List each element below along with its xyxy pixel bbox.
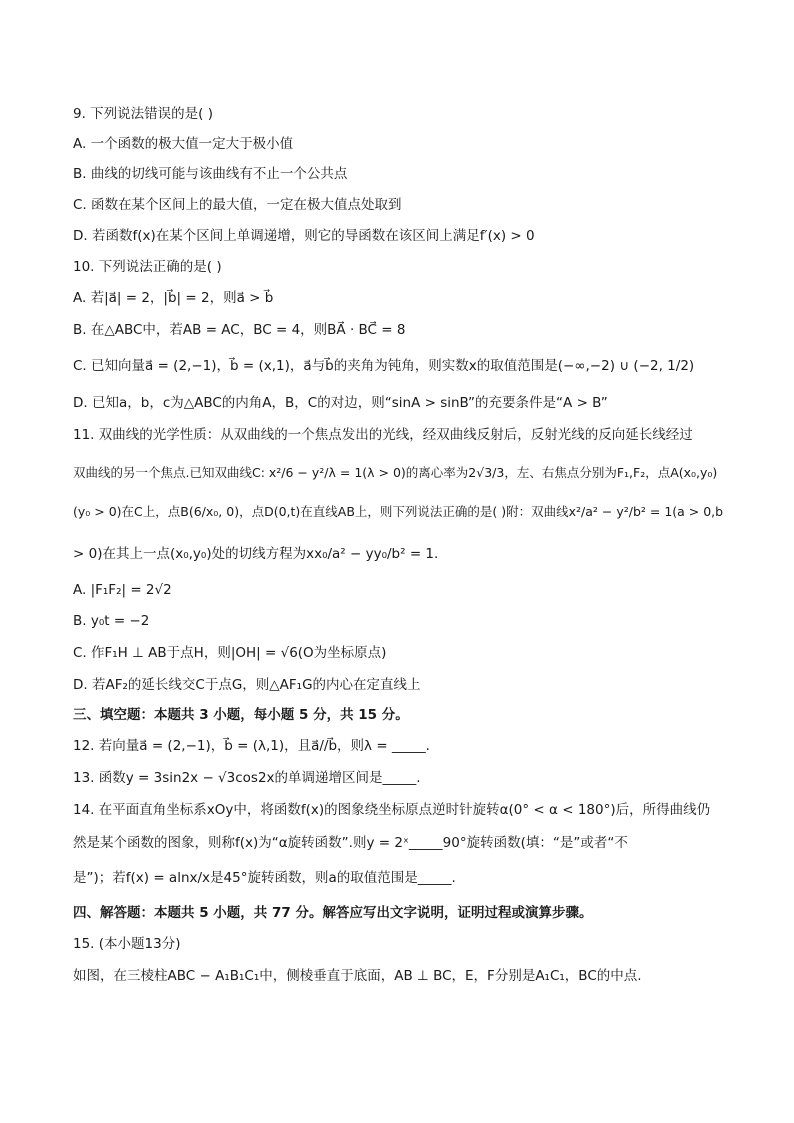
q11-stem-line-2: 双曲线的另一个焦点.已知双曲线C: x²/6 − y²/λ = 1(λ > 0)的离心率为2√3/3，左、右焦点分别为F₁,F₂，点A(x₀,y₀) bbox=[73, 465, 718, 480]
q11-stem-line-3: (y₀ > 0)在C上，点B(6/x₀, 0)，点D(0,t)在直线AB上，则下列说法正确的是( )附：双曲线x²/a² − y²/b² = 1(a > 0,b bbox=[73, 504, 724, 519]
q14-line-2: 然是某个函数的图象，则称f(x)为“α旋转函数”.则y = 2ˣ_____90°旋转函数(填：“是”或者“不 bbox=[73, 835, 628, 851]
q11-option-d: D. 若AF₂的延长线交C于点G，则△AF₁G的内心在定直线上 bbox=[73, 677, 421, 693]
q10-stem: 10. 下列说法正确的是( ) bbox=[73, 259, 222, 275]
q9-option-c: C. 函数在某个区间上的最大值，一定在极大值点处取到 bbox=[73, 197, 402, 213]
q9-option-d: D. 若函数f(x)在某个区间上单调递增，则它的导函数在该区间上满足f′(x) > 0 bbox=[73, 228, 535, 244]
q11-stem-line-4: > 0)在其上一点(x₀,y₀)处的切线方程为xx₀/a² − yy₀/b² = 1. bbox=[73, 546, 439, 562]
q11-option-a: A. |F₁F₂| = 2√2 bbox=[73, 582, 172, 598]
q9-option-b: B. 曲线的切线可能与该曲线有不止一个公共点 bbox=[73, 166, 348, 182]
q9-option-a: A. 一个函数的极大值一定大于极小值 bbox=[73, 136, 294, 152]
q14-line-1: 14. 在平面直角坐标系xOy中，将函数f(x)的图象绕坐标原点逆时针旋转α(0° < α < 180°)后，所得曲线仍 bbox=[73, 802, 711, 818]
q10-option-b: B. 在△ABC中，若AB = AC，BC = 4，则BA⃗ · BC⃗ = 8 bbox=[73, 322, 406, 338]
q10-option-c: C. 已知向量a⃗ = (2,−1)，b⃗ = (x,1)，a⃗与b⃗的夹角为钝角，则实数x的取值范围是(−∞,−2) ∪ (−2, 1/2) bbox=[73, 358, 695, 374]
q11-option-c: C. 作F₁H ⊥ AB于点H，则|OH| = √6(O为坐标原点) bbox=[73, 645, 387, 661]
q10-option-a: A. 若|a⃗| = 2，|b⃗| = 2，则a⃗ > b⃗ bbox=[73, 290, 274, 306]
q15-stem: 如图，在三棱柱ABC − A₁B₁C₁中，侧棱垂直于底面，AB ⊥ BC，E，F分别是A₁C₁，BC的中点. bbox=[73, 968, 642, 984]
section-four-heading: 四、解答题：本题共 5 小题，共 77 分。解答应写出文字说明，证明过程或演算步骤。 bbox=[73, 905, 593, 921]
q12: 12. 若向量a⃗ = (2,−1)，b⃗ = (λ,1)，且a⃗//b⃗，则λ = _____. bbox=[73, 738, 430, 754]
section-three-heading: 三、填空题：本题共 3 小题，每小题 5 分，共 15 分。 bbox=[73, 707, 409, 723]
q9-stem: 9. 下列说法错误的是( ) bbox=[73, 106, 213, 122]
q10-option-d: D. 已知a，b，c为△ABC的内角A，B，C的对边，则“sinA > sinB”的充要条件是“A > B” bbox=[73, 395, 608, 411]
q13: 13. 函数y = 3sin2x − √3cos2x的单调递增区间是_____. bbox=[73, 770, 421, 786]
q14-line-3: 是”)；若f(x) = alnx/x是45°旋转函数，则a的取值范围是_____. bbox=[73, 870, 456, 886]
q11-stem-line-1: 11. 双曲线的光学性质：从双曲线的一个焦点发出的光线，经双曲线反射后，反射光线的反向延长线经过 bbox=[73, 427, 693, 443]
q11-option-b: B. y₀t = −2 bbox=[73, 613, 150, 629]
q15-heading: 15. (本小题13分) bbox=[73, 936, 181, 952]
